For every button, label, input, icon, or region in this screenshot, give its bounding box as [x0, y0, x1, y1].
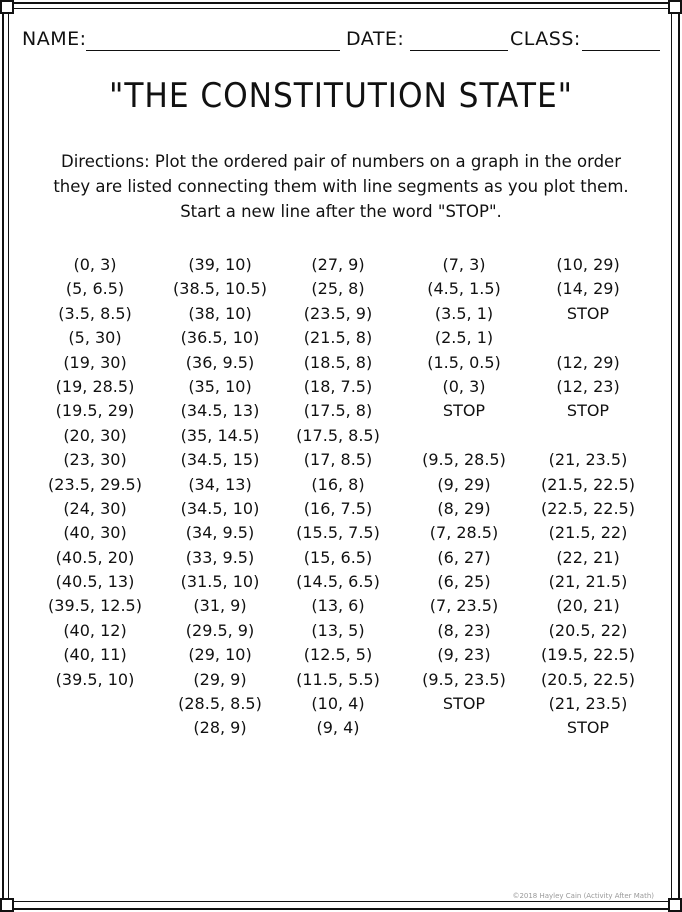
ordered-pair: (21.5, 8) — [303, 328, 373, 348]
ordered-pair: (40, 12) — [63, 620, 127, 640]
ordered-pair: (34.5, 15) — [180, 450, 260, 470]
pairs-column-2 — [160, 253, 280, 741]
ordered-pair: (21, 23.5) — [548, 694, 628, 714]
ordered-pair: (12, 23) — [556, 376, 620, 396]
ordered-pair: (14.5, 6.5) — [296, 572, 380, 592]
class-field[interactable] — [582, 50, 660, 51]
ordered-pair: (31.5, 10) — [180, 572, 260, 592]
ordered-pair: (20.5, 22) — [548, 620, 628, 640]
ordered-pair: (3.5, 8.5) — [58, 303, 132, 323]
ordered-pair: (38, 10) — [188, 303, 252, 323]
ordered-pair: (27, 9) — [311, 255, 365, 274]
ordered-pair: (18, 7.5) — [303, 376, 373, 396]
ordered-pair: (15, 6.5) — [303, 547, 373, 567]
ordered-pair: (12, 29) — [556, 352, 620, 372]
ordered-pair: (19, 28.5) — [55, 376, 135, 396]
ordered-pair: (21, 23.5) — [548, 450, 628, 470]
ordered-pair: (7, 3) — [442, 255, 486, 274]
header-fields — [22, 28, 660, 54]
ordered-pair: (29, 9) — [193, 669, 247, 689]
ordered-pair: (0, 3) — [442, 376, 486, 396]
directions-line: Directions: Plot the ordered pair of numbers on a graph in the order — [60, 152, 621, 171]
blank-cell — [404, 424, 524, 448]
ordered-pair: (12.5, 5) — [303, 645, 373, 665]
ordered-pair: (21.5, 22.5) — [541, 474, 635, 494]
ordered-pair: (17, 8.5) — [303, 450, 373, 470]
ordered-pair: (31, 9) — [193, 596, 247, 616]
ordered-pair: (23.5, 29.5) — [48, 474, 142, 494]
corner-top-right — [668, 0, 682, 14]
ordered-pair: (33, 9.5) — [185, 547, 255, 567]
ordered-pair: (23.5, 9) — [303, 303, 373, 323]
ordered-pair: (9, 23) — [437, 645, 491, 665]
ordered-pair: (40, 11) — [63, 645, 127, 665]
ordered-pair: (9, 29) — [437, 474, 491, 494]
ordered-pair: (36, 9.5) — [185, 352, 255, 372]
ordered-pair: (35, 14.5) — [180, 425, 260, 445]
ordered-pair: (19.5, 29) — [55, 401, 135, 421]
ordered-pair: (29, 10) — [188, 645, 252, 665]
ordered-pair: (20, 30) — [63, 425, 127, 445]
ordered-pair: (22.5, 22.5) — [541, 498, 635, 518]
ordered-pair: (5, 6.5) — [65, 279, 125, 299]
ordered-pair: (3.5, 1) — [434, 303, 494, 323]
date-label: DATE: — [346, 28, 405, 50]
ordered-pair: (40, 30) — [63, 523, 127, 543]
ordered-pair: (6, 27) — [437, 547, 491, 567]
directions-line: Start a new line after the word "STOP". — [180, 202, 502, 221]
date-field[interactable] — [410, 50, 508, 51]
ordered-pair: (9.5, 28.5) — [422, 450, 506, 470]
ordered-pair: (7, 28.5) — [429, 523, 499, 543]
ordered-pair: (0, 3) — [73, 255, 117, 274]
ordered-pair: (11.5, 5.5) — [296, 669, 380, 689]
ordered-pair: (10, 4) — [311, 694, 365, 714]
ordered-pair: (19, 30) — [63, 352, 127, 372]
ordered-pair: (28.5, 8.5) — [178, 694, 262, 714]
ordered-pair: (34.5, 13) — [180, 401, 260, 421]
ordered-pair: (34.5, 10) — [180, 498, 260, 518]
ordered-pair: (10, 29) — [556, 255, 620, 274]
copyright-footer: ©2018 Hayley Cain (Activity After Math) — [512, 892, 654, 900]
ordered-pair: (1.5, 0.5) — [427, 352, 501, 372]
pairs-column-4 — [404, 253, 524, 716]
blank-cell — [528, 326, 648, 350]
ordered-pair: (29.5, 9) — [185, 620, 255, 640]
ordered-pair: (21, 21.5) — [548, 572, 628, 592]
stop-marker: STOP — [566, 718, 610, 738]
page-title: "THE CONSTITUTION STATE" — [109, 76, 573, 116]
ordered-pair: (8, 23) — [437, 620, 491, 640]
ordered-pair: (39.5, 10) — [55, 669, 135, 689]
ordered-pair: (23, 30) — [63, 450, 127, 470]
stop-marker: STOP — [566, 303, 610, 323]
ordered-pair: (40.5, 20) — [55, 547, 135, 567]
corner-top-left — [0, 0, 14, 14]
name-field[interactable] — [86, 50, 340, 51]
directions-line: they are listed connecting them with line segments as you plot them. — [53, 177, 629, 196]
ordered-pair: (36.5, 10) — [180, 328, 260, 348]
ordered-pair: (22, 21) — [556, 547, 620, 567]
ordered-pair: (6, 25) — [437, 572, 491, 592]
ordered-pair: (15.5, 7.5) — [296, 523, 380, 543]
corner-bottom-left — [0, 898, 14, 912]
ordered-pair: (7, 23.5) — [429, 596, 499, 616]
ordered-pair: (18.5, 8) — [303, 352, 373, 372]
pairs-column-5 — [528, 253, 648, 741]
ordered-pair: (39, 10) — [188, 255, 252, 274]
ordered-pair: (2.5, 1) — [434, 328, 494, 348]
ordered-pair: (39.5, 12.5) — [48, 596, 142, 616]
ordered-pair: (17.5, 8.5) — [296, 425, 380, 445]
ordered-pair: (14, 29) — [556, 279, 620, 299]
ordered-pair: (16, 8) — [311, 474, 365, 494]
ordered-pair: (16, 7.5) — [303, 498, 373, 518]
ordered-pair: (17.5, 8) — [303, 401, 373, 421]
ordered-pair: (9, 4) — [316, 718, 360, 738]
ordered-pair: (13, 6) — [311, 596, 365, 616]
stop-marker: STOP — [442, 401, 486, 421]
directions — [30, 149, 652, 224]
stop-marker: STOP — [442, 694, 486, 714]
pairs-column-1 — [35, 253, 155, 692]
stop-marker: STOP — [566, 401, 610, 421]
ordered-pair: (4.5, 1.5) — [427, 279, 501, 299]
ordered-pair: (5, 30) — [68, 328, 122, 348]
ordered-pair: (9.5, 23.5) — [422, 669, 506, 689]
ordered-pair: (35, 10) — [188, 376, 252, 396]
pairs-column-3 — [278, 253, 398, 741]
ordered-pair: (34, 13) — [188, 474, 252, 494]
corner-bottom-right — [668, 898, 682, 912]
name-label: NAME: — [22, 28, 87, 50]
ordered-pair: (20, 21) — [556, 596, 620, 616]
ordered-pair: (34, 9.5) — [185, 523, 255, 543]
ordered-pair: (19.5, 22.5) — [541, 645, 635, 665]
ordered-pair: (25, 8) — [311, 279, 365, 299]
ordered-pair: (38.5, 10.5) — [173, 279, 267, 299]
ordered-pair: (28, 9) — [193, 718, 247, 738]
ordered-pair: (21.5, 22) — [548, 523, 628, 543]
ordered-pair: (8, 29) — [437, 498, 491, 518]
class-label: CLASS: — [510, 28, 581, 50]
ordered-pair: (20.5, 22.5) — [541, 669, 635, 689]
ordered-pair: (13, 5) — [311, 620, 365, 640]
blank-cell — [528, 424, 648, 448]
ordered-pair: (40.5, 13) — [55, 572, 135, 592]
ordered-pair: (24, 30) — [63, 498, 127, 518]
